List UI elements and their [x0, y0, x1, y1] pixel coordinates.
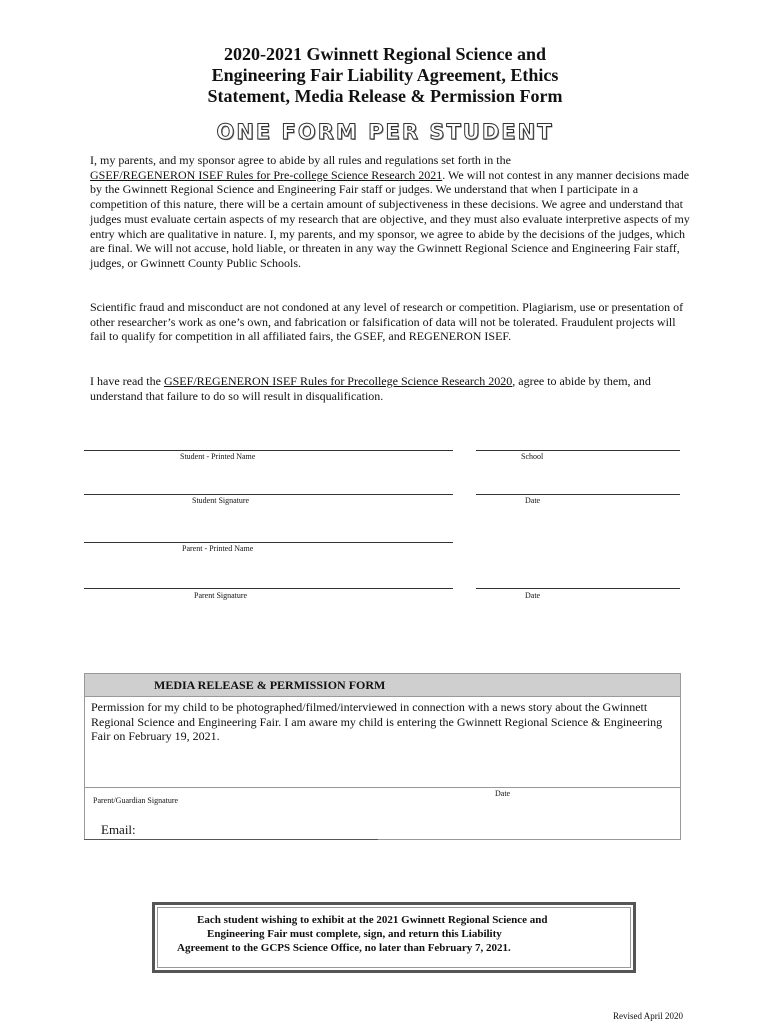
notice-line-3: Agreement to the GCPS Science Office, no later than February 7, 2021. — [177, 942, 511, 954]
rules-acknowledgement — [90, 374, 690, 403]
one-form-banner: ONE FORM PER STUDENT — [216, 120, 554, 144]
media-release-box — [84, 673, 681, 840]
media-release-heading: MEDIA RELEASE & PERMISSION FORM — [154, 678, 386, 692]
title-line-3: Statement, Media Release & Permission Form — [207, 86, 563, 106]
student-date-line[interactable] — [476, 494, 680, 495]
parent-date-label: Date — [525, 591, 541, 600]
media-release-text: Permission for my child to be photographed/filmed/interviewed in connection with a news story about the Gwinnett Regional Science and Engineering Fair. I am aware my child is entering the Gwinnett Regional Science & Engineering Fair on February 19, 2021. — [91, 700, 663, 744]
student-signature-label: Student Signature — [192, 496, 250, 505]
school-label: School — [521, 452, 544, 461]
title-line-1: 2020-2021 Gwinnett Regional Science and — [224, 44, 546, 64]
parent-name-line[interactable] — [84, 542, 453, 543]
guardian-signature-label: Parent/Guardian Signature — [93, 796, 179, 805]
media-signature-divider — [85, 787, 680, 788]
rules-ack-start: I have read the — [90, 374, 164, 388]
rules-2020-link[interactable]: GSEF/REGENERON ISEF Rules for Precollege Science Research 2020 — [163, 374, 513, 388]
media-release-header — [85, 674, 680, 697]
parent-name-label: Parent - Printed Name — [182, 544, 254, 553]
email-label: Email: — [101, 822, 136, 837]
submission-notice — [152, 902, 636, 973]
student-signature-line[interactable] — [84, 494, 453, 495]
title-line-2: Engineering Fair Liability Agreement, Ethics — [211, 65, 559, 85]
student-name-label: Student - Printed Name — [180, 452, 256, 461]
student-date-label: Date — [525, 496, 541, 505]
parent-date-line[interactable] — [476, 588, 680, 589]
parent-signature-label: Parent Signature — [194, 591, 248, 600]
rules-ack-rest: , agree to abide by them, and understand that failure to do so will result in disqualification. — [90, 374, 651, 403]
student-name-line[interactable] — [84, 450, 453, 451]
media-date-label: Date — [495, 789, 511, 798]
notice-line-2: Engineering Fair must complete, sign, and return this Liability — [207, 928, 502, 940]
email-line[interactable] — [84, 839, 378, 840]
rules-2021-link[interactable]: GSEF/REGENERON ISEF Rules for Pre-college Science Research 2021 — [90, 167, 443, 182]
liability-text-start: I, my parents, and my sponsor agree to abide by all rules and regulations set forth in the — [90, 153, 511, 167]
liability-text-rest: . We will not contest in any manner decisions made by the Gwinnett Regional Science and Engineering Fair staff or judges. We understand that when I participate in a competition of this nature, there will be a certain amount of subjectiveness in these decisions. We agree and understand that judges must evaluate certain aspects of my research that are objective, and they must also evaluate interpretive aspects of my entry which are qualitative in nature. I, my parents, and my sponsor, we agree to abide by the decisions of the judges, which are final. We will not accuse, hold liable, or threaten in any way the Gwinnett Regional Science and Engineering Fair staff, judges, or Gwinnett County Public Schools. — [90, 167, 690, 270]
form-title — [0, 44, 770, 107]
school-line[interactable] — [476, 450, 680, 451]
liability-paragraph — [90, 153, 690, 271]
notice-line-1: Each student wishing to exhibit at the 2021 Gwinnett Regional Science and — [197, 914, 548, 926]
revision-date: Revised April 2020 — [613, 1011, 683, 1021]
ethics-paragraph: Scientific fraud and misconduct are not condoned at any level of research or competition. Plagiarism, use or presentation of other researcher’s work as one’s own, and fabrication or falsification of data will not be tolerated. Fraudulent projects will fail to qualify for competition in all affiliated fairs, the GSEF, and REGENERON ISEF. — [90, 300, 684, 344]
parent-signature-line[interactable] — [84, 588, 453, 589]
